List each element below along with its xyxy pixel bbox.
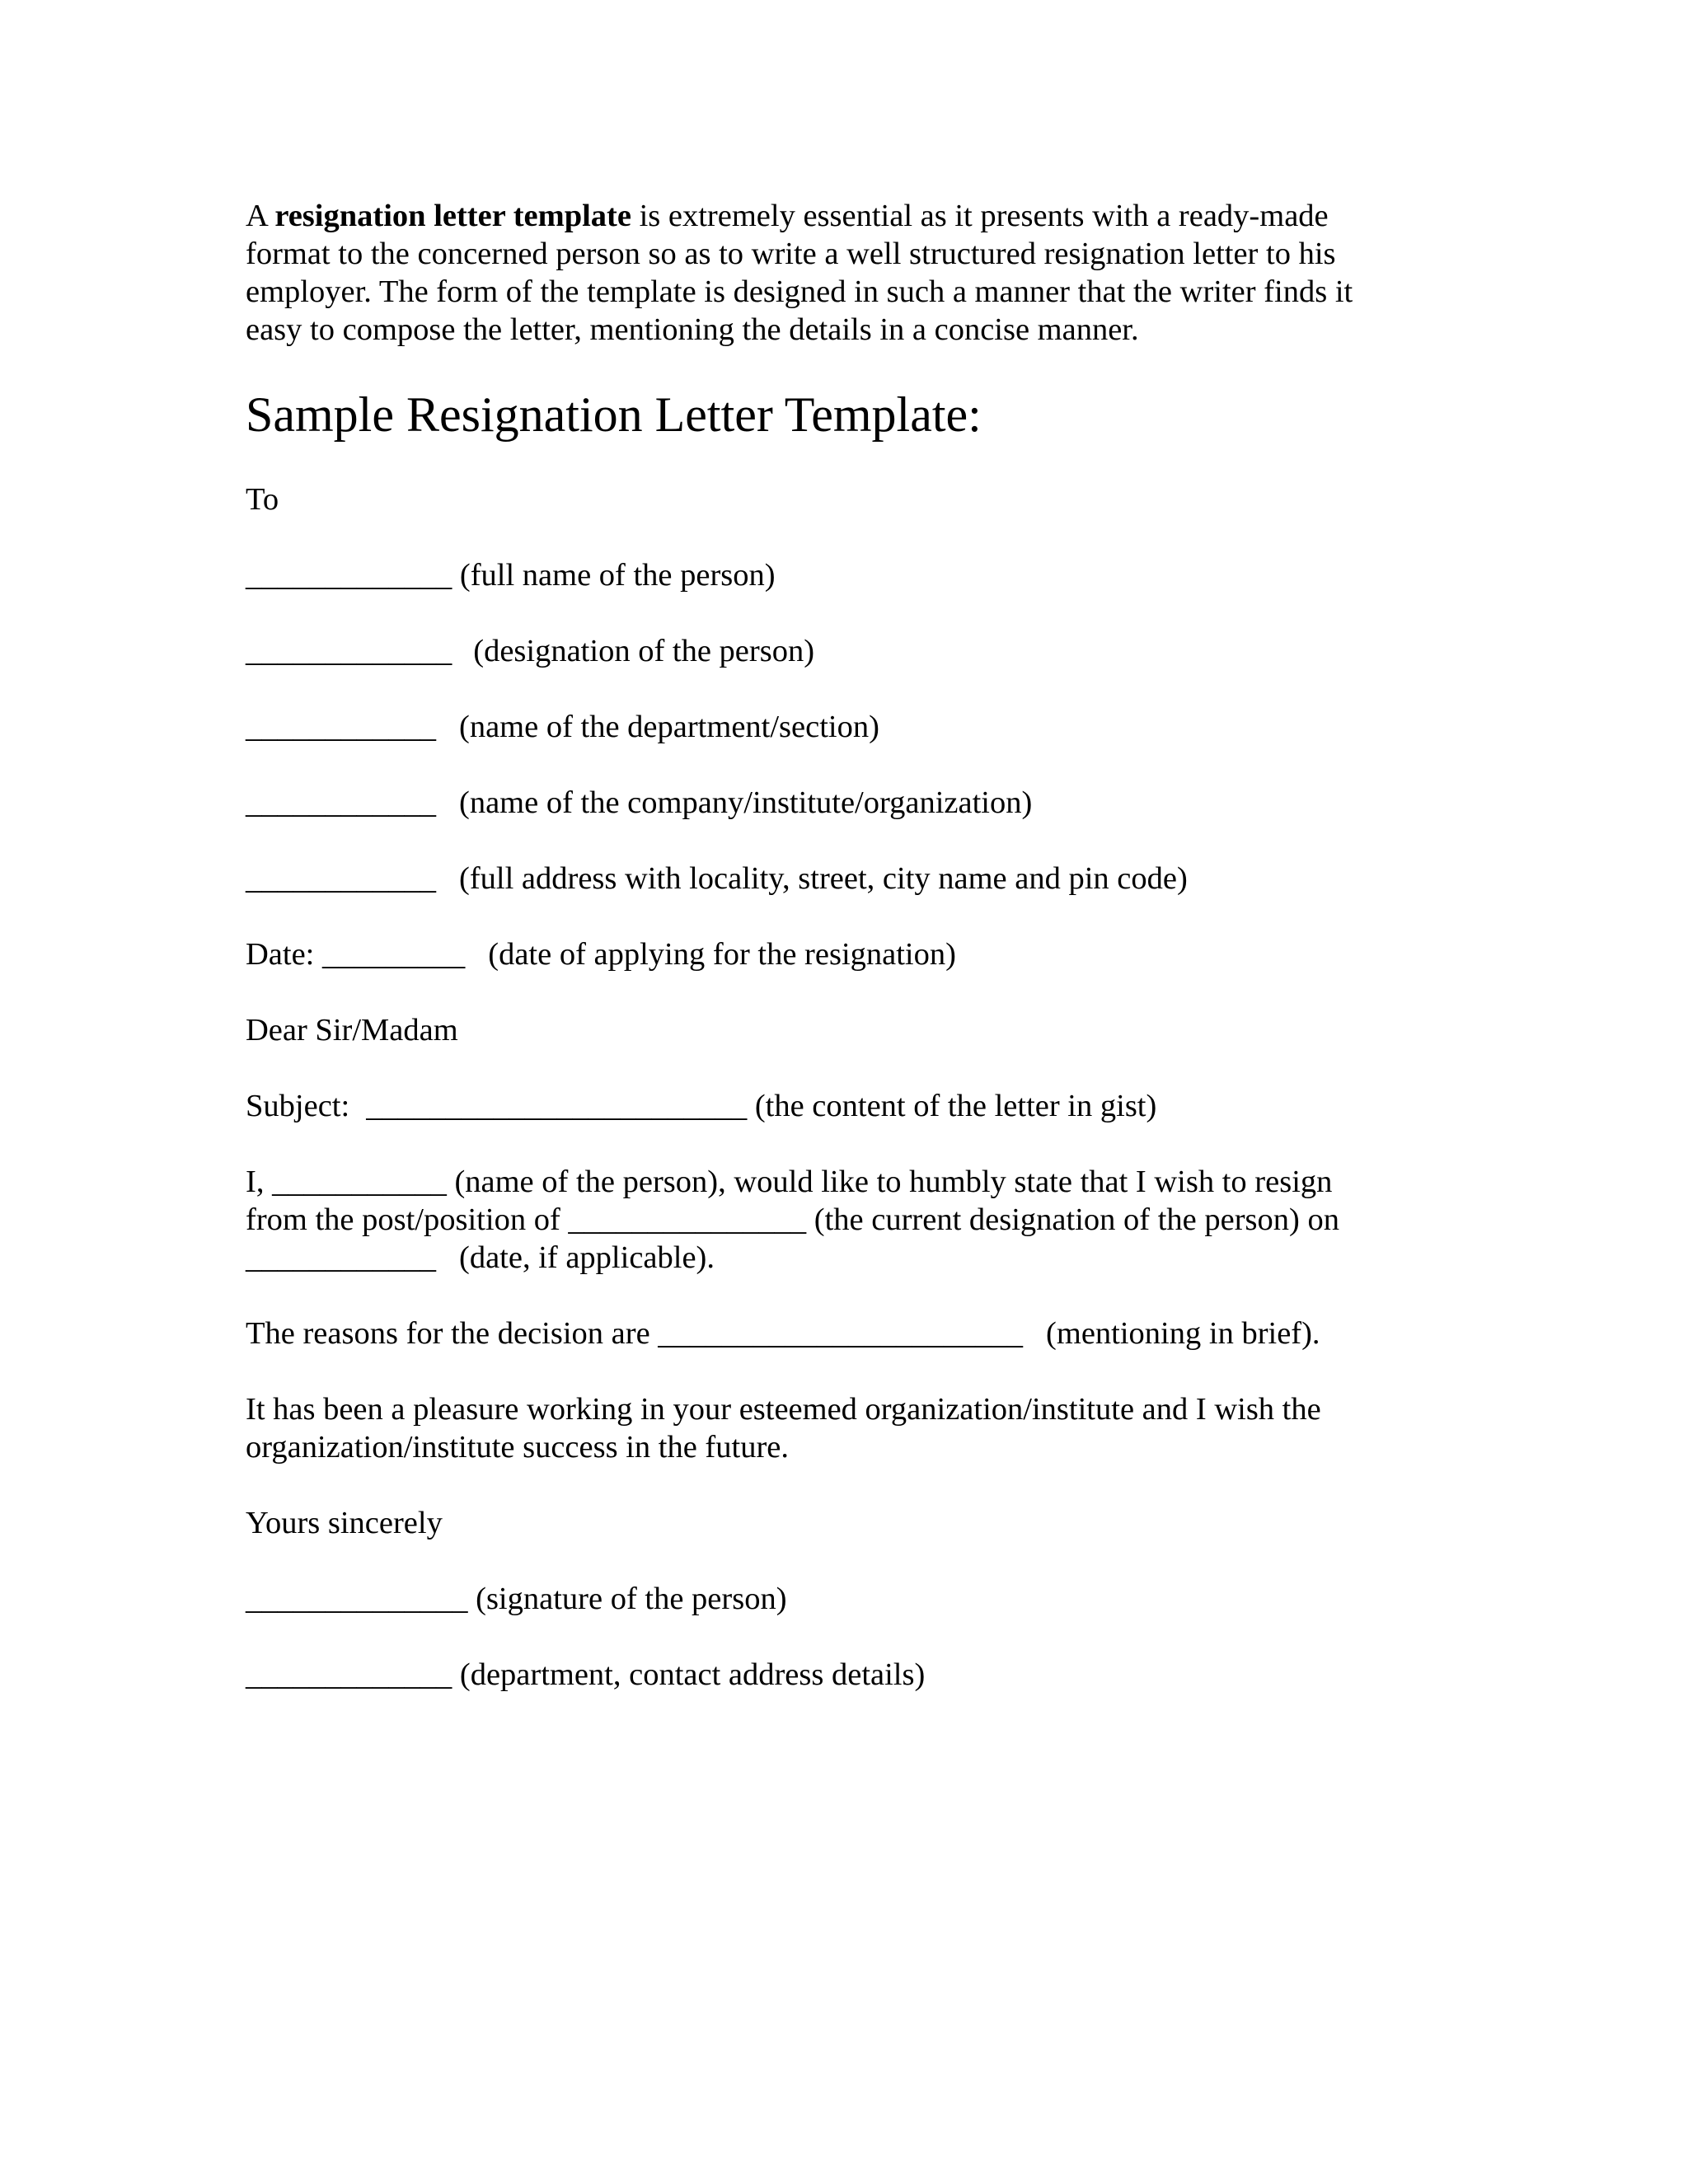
reasons-label: The reasons for the decision are <box>246 1316 650 1351</box>
recipient-address-line <box>246 860 1188 898</box>
field-label: (name of the company/institute/organization) <box>459 785 1033 820</box>
salutation: Dear Sir/Madam <box>246 1013 458 1047</box>
blank-field: _____________ <box>246 558 452 593</box>
recipient-designation-line <box>246 632 814 670</box>
signoff: Yours sincerely <box>246 1506 443 1540</box>
body-line-1: I, ___________ (name of the person), would like to humbly state that I wish to resign <box>246 1165 1333 1199</box>
blank-field: ________________________ <box>366 1089 748 1123</box>
blank-field: _______________________ <box>658 1316 1024 1351</box>
subject-label: Subject: <box>246 1089 350 1123</box>
closing-paragraph <box>246 1390 1441 1466</box>
field-label: (department, contact address details) <box>459 1657 926 1692</box>
blank-field: ______________ <box>246 1582 468 1616</box>
date-label: Date: <box>246 937 315 972</box>
field-label: (the content of the letter in gist) <box>754 1089 1157 1123</box>
intro-bold-phrase: resignation letter template <box>274 199 631 233</box>
reasons-line <box>246 1315 1320 1352</box>
intro-line-2: format to the concerned person so as to write a well structured resignation letter to his <box>246 237 1336 271</box>
blank-field: ____________ <box>246 1240 436 1275</box>
blank-field: _________ <box>322 937 466 972</box>
intro-line-1 <box>246 197 1441 235</box>
blank-field: ____________ <box>246 710 436 744</box>
field-label: (full name of the person) <box>459 558 776 593</box>
intro-text-a: A <box>246 199 275 233</box>
body-line-2: from the post/position of _______________ (the current designation of the person) on <box>246 1202 1339 1237</box>
recipient-department-line <box>246 708 879 746</box>
field-label: (designation of the person) <box>473 634 815 668</box>
field-label: (name of the department/section) <box>459 710 879 744</box>
to-line: To <box>246 482 279 517</box>
body-line-3 <box>246 1239 1441 1277</box>
field-label: (date of applying for the resignation) <box>488 937 956 972</box>
intro-paragraph <box>246 197 1441 349</box>
intro-line-3: employer. The form of the template is designed in such a manner that the writer finds it <box>246 274 1353 309</box>
closing-line-2: organization/institute success in the future. <box>246 1430 789 1465</box>
field-label: (signature of the person) <box>476 1582 787 1616</box>
body-paragraph <box>246 1163 1441 1277</box>
blank-field: _____________ <box>246 634 452 668</box>
signature-line <box>246 1580 787 1618</box>
subject-line <box>246 1087 1156 1125</box>
field-label: (mentioning in brief). <box>1046 1316 1320 1351</box>
recipient-name-line <box>246 556 776 594</box>
page-title: Sample Resignation Letter Template: <box>246 387 982 442</box>
blank-field: ____________ <box>246 861 436 896</box>
intro-text-b: is extremely essential as it presents with a ready-made <box>631 199 1329 233</box>
blank-field: ____________ <box>246 785 436 820</box>
field-label: (date, if applicable). <box>459 1240 715 1275</box>
blank-field: _____________ <box>246 1657 452 1692</box>
field-label: (full address with locality, street, city name and pin code) <box>459 861 1188 896</box>
closing-line-1: It has been a pleasure working in your esteemed organization/institute and I wish the <box>246 1392 1321 1427</box>
date-line <box>246 935 956 973</box>
intro-line-4: easy to compose the letter, mentioning the details in a concise manner. <box>246 312 1139 347</box>
recipient-company-line <box>246 784 1032 822</box>
contact-details-line <box>246 1656 925 1694</box>
